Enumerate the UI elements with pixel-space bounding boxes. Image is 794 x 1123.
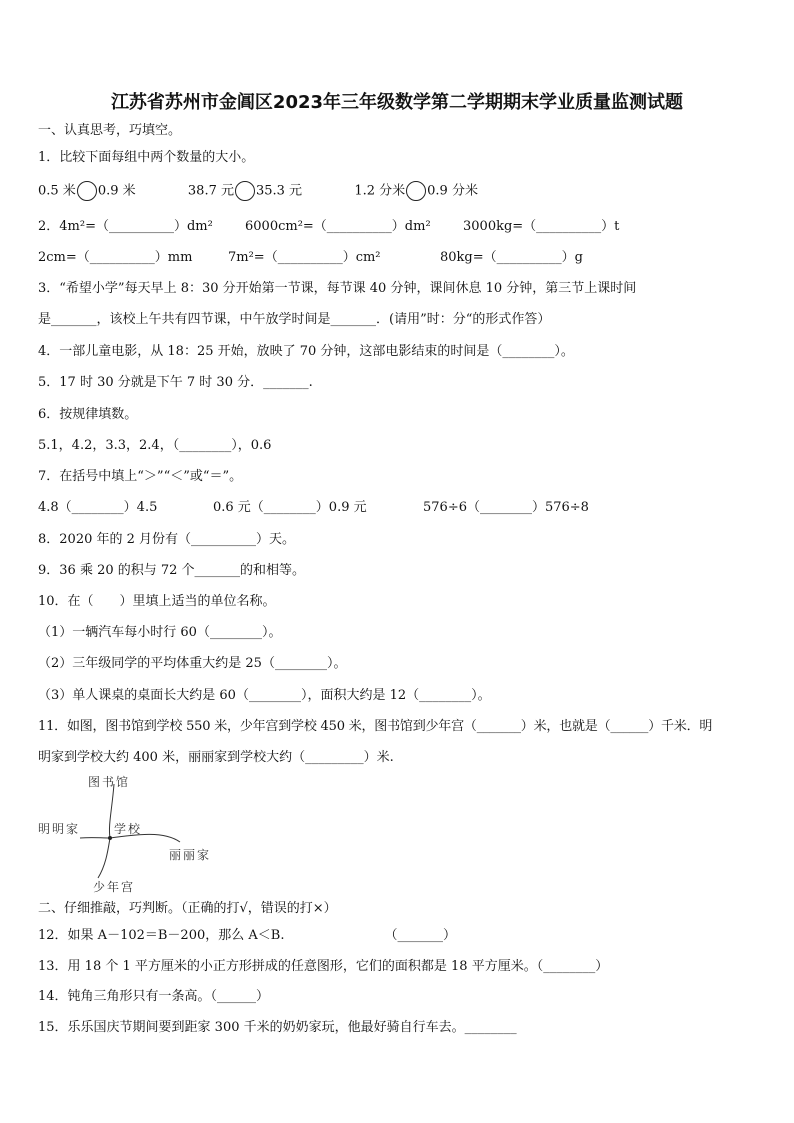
question-2f: 80kg=（__________）g [440, 250, 583, 265]
q12-blank[interactable]: （_______） [384, 928, 456, 943]
q1-c-right: 0.9 分米 [427, 183, 478, 199]
question-12 [38, 927, 456, 945]
question-9: 9．36 乘 20 的积与 72 个_______的和相等。 [38, 563, 306, 578]
q1-c-left: 1.2 分米 [354, 183, 406, 199]
question-5: 5．17 时 30 分就是下午 7 时 30 分．_______. [38, 375, 313, 390]
question-7a: 4.8（________）4.5 [38, 500, 158, 515]
question-10b: （2）三年级同学的平均体重大约是 25（________）。 [38, 656, 347, 671]
question-7c: 576÷6（________）576÷8 [423, 500, 589, 515]
compare-circle[interactable] [406, 181, 426, 201]
section-heading-2: 二、仔细推敲，巧判断。（正确的打√，错误的打×） [38, 901, 337, 916]
question-8: 8．2020 年的 2 月份有（__________）天。 [38, 532, 296, 547]
question-10c: （3）单人课桌的桌面长大约是 60（________），面积大约是 12（________）。 [38, 688, 491, 703]
label-library: 图书馆 [88, 775, 131, 789]
question-2e: 7m²=（__________）cm² [228, 250, 381, 265]
map-diagram [38, 770, 228, 900]
question-15: 15．乐乐国庆节期间要到距家 300 千米的奶奶家玩，他最好骑自行车去。________ [38, 1020, 517, 1035]
q1-b-right: 35.3 元 [255, 183, 303, 199]
question-2c: 3000kg=（__________）t [463, 219, 620, 234]
section-heading-1: 一、认真思考，巧填空。 [38, 123, 182, 138]
q1-b-left: 38.7 元 [187, 183, 234, 199]
label-lili-home: 丽丽家 [169, 848, 212, 862]
question-10a: （1）一辆汽车每小时行 60（________）。 [38, 625, 282, 640]
q12-text: 12．如果 A－102＝B－200，那么 A＜B. [38, 928, 285, 943]
q1-a-right: 0.9 米 [97, 183, 136, 199]
label-youth-palace: 少年宫 [93, 880, 136, 894]
question-6-sequence: 5.1，4.2，3.3，2.4，（________），0.6 [38, 438, 272, 453]
label-mingming-home: 明明家 [38, 822, 81, 836]
question-4: 4．一部儿童电影，从 18：25 开始，放映了 70 分钟，这部电影结束的时间是（________）。 [38, 344, 574, 359]
question-6-stem: 6．按规律填数。 [38, 407, 138, 422]
question-7b: 0.6 元（________）0.9 元 [213, 500, 367, 515]
question-3-line2: 是_______，该校上午共有四节课，中午放学时间是_______．(请用”时：分“的形式作答） [38, 312, 551, 327]
question-7-stem: 7．在括号中填上“＞”“＜”或“＝”。 [38, 469, 243, 484]
q1-a-left: 0.5 米 [38, 183, 76, 199]
compare-circle[interactable] [77, 181, 97, 201]
compare-circle[interactable] [235, 181, 255, 201]
question-2d: 2cm=（__________）mm [38, 250, 193, 265]
question-13: 13．用 18 个 1 平方厘米的小正方形拼成的任意图形，它们的面积都是 18 平方厘米。（________） [38, 959, 609, 974]
label-school: 学校 [114, 822, 143, 836]
question-11-line1: 11．如图，图书馆到学校 550 米，少年宫到学校 450 米，图书馆到少年宫（_______）米，也就是（______）千米．明 [38, 719, 713, 734]
question-2a: 2．4m²=（__________）dm² [38, 219, 213, 234]
question-1-stem: 1．比较下面每组中两个数量的大小。 [38, 150, 255, 165]
question-2b: 6000cm²=（__________）dm² [245, 219, 431, 234]
page-title: 江苏省苏州市金阊区2023年三年级数学第二学期期末学业质量监测试题 [110, 92, 684, 113]
question-10-stem: 10．在（ ）里填上适当的单位名称。 [38, 594, 276, 609]
question-1-row [38, 181, 478, 201]
question-3-line1: 3．“希望小学”每天早上 8：30 分开始第一节课，每节课 40 分钟，课间休息 10 分钟，第三节上课时间 [38, 281, 637, 296]
question-11-line2: 明家到学校大约 400 米，丽丽家到学校大约（_________）米. [38, 750, 394, 765]
question-14: 14．钝角三角形只有一条高。（______） [38, 989, 270, 1004]
